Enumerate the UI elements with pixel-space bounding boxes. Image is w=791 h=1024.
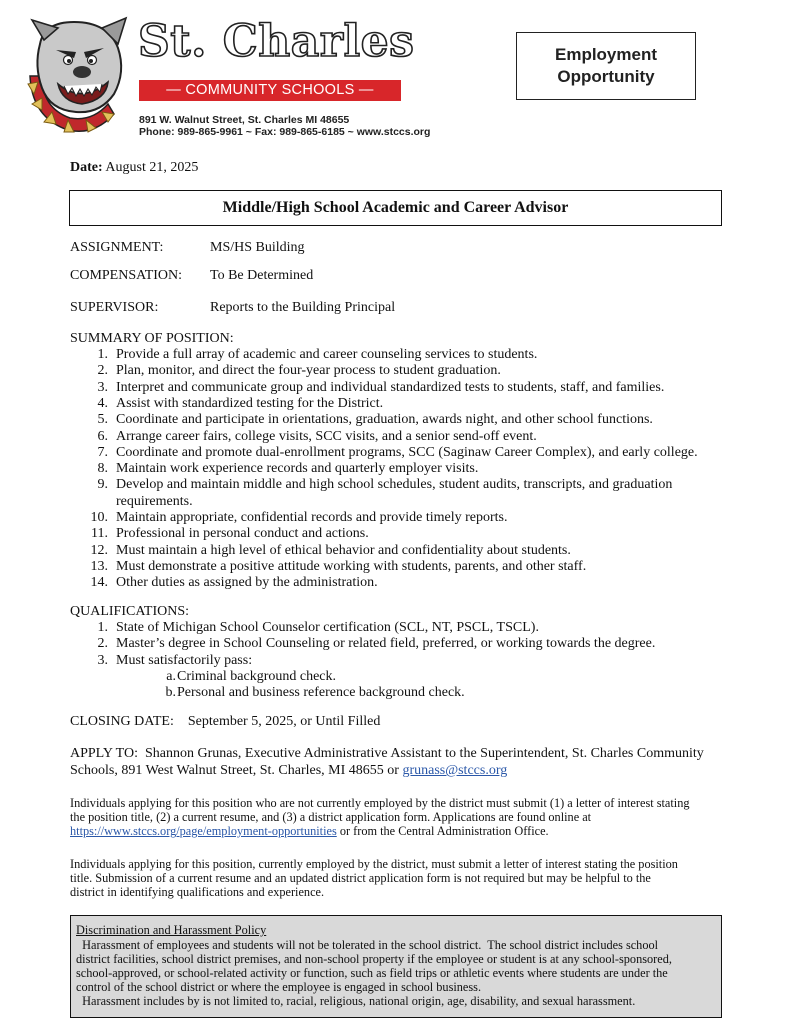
summary-heading: SUMMARY OF POSITION:: [70, 331, 234, 346]
item-number: 6.: [97, 428, 108, 444]
item-number: 13.: [90, 558, 108, 574]
item-text: Must maintain a high level of ethical behavior and confidentiality about students.: [116, 542, 571, 558]
item-number: 4.: [97, 395, 108, 411]
item-text: Plan, monitor, and direct the four-year process to student graduation.: [116, 363, 501, 379]
employment-opportunities-link[interactable]: https://www.stccs.org/page/employment-opportunities: [70, 824, 337, 839]
item-number: 3.: [97, 652, 108, 668]
item-number: 1.: [97, 620, 108, 635]
item-text: Assist with standardized testing for the District.: [116, 395, 384, 411]
item-number: 3.: [97, 379, 108, 395]
item-text: Must satisfactorily pass:: [116, 652, 253, 668]
item-text: Other duties as assigned by the administration.: [116, 575, 378, 591]
note-line-rest: or from the Central Administration Office.: [336, 824, 549, 839]
apply-email-link[interactable]: grunass@stccs.org: [402, 763, 508, 778]
district-subtitle-bar: — COMMUNITY SCHOOLS —: [139, 80, 401, 101]
item-number: 1.: [97, 347, 108, 362]
job-title: Middle/High School Academic and Career Advisor: [69, 190, 722, 226]
date-label: Date:: [70, 160, 103, 175]
item-text: Must demonstrate a positive attitude working with students, parents, and other staff.: [116, 558, 587, 574]
field-label: SUPERVISOR:: [70, 300, 159, 315]
item-number: 12.: [90, 542, 108, 558]
field-label: COMPENSATION:: [70, 268, 183, 283]
closing-date-value: September 5, 2025, or Until Filled: [187, 714, 381, 729]
address-line: 891 W. Walnut Street, St. Charles MI 48655: [139, 114, 350, 126]
note-line: the position title, (2) a current resume, and (3) a district application form. Applications are found online at: [70, 810, 592, 825]
item-text: Coordinate and promote dual-enrollment programs, SCC (Saginaw Career Complex), and early college.: [116, 444, 698, 460]
field-value: MS/HS Building: [210, 240, 305, 255]
item-number: 5.: [97, 412, 108, 428]
item-number: 9.: [97, 477, 108, 493]
sub-item-letter: b.: [165, 685, 176, 701]
policy-heading: Discrimination and Harassment Policy: [76, 923, 267, 937]
note-line: [70, 824, 690, 838]
apply-address: Schools, 891 West Walnut Street, St. Charles, MI 48655 or: [70, 763, 399, 778]
item-text: Maintain appropriate, confidential records and provide timely reports.: [116, 510, 508, 525]
item-number: 2.: [97, 363, 108, 379]
employment-box-line1: Employment: [554, 45, 658, 64]
item-text: Arrange career fairs, college visits, SCC visits, and a senior send-off event.: [116, 428, 537, 444]
bulldog-mascot-icon: [22, 14, 134, 138]
item-text: Interpret and communicate group and individual standardized tests to students, staff, and families.: [116, 379, 665, 395]
employment-box-line2: Opportunity: [557, 67, 655, 86]
item-text: Professional in personal conduct and actions.: [116, 526, 369, 542]
item-number: 14.: [90, 575, 108, 591]
note-line: Individuals applying for this position who are not currently employed by the district must submit (1) a letter of interest stating: [70, 796, 690, 810]
item-text: Develop and maintain middle and high school schedules, student audits, transcripts, and graduation: [116, 477, 673, 493]
item-number: 11.: [91, 526, 108, 542]
item-number: 8.: [97, 461, 108, 477]
item-text: Maintain work experience records and quarterly employer visits.: [116, 461, 479, 477]
field-assignment: [0, 240, 791, 257]
item-text: Master’s degree in School Counseling or related field, preferred, or working towards the degree.: [116, 636, 656, 652]
contact-block: [139, 114, 430, 138]
district-name: St. Charles: [138, 16, 415, 67]
policy-line: district facilities, school district premises, and non-school property if the employee or student is at any school-sponsored,: [76, 951, 672, 966]
policy-line: school-approved, or school-related activity or function, such as field trips or athletic events where students are under the: [76, 965, 668, 980]
field-compensation: [0, 268, 791, 285]
item-text: Provide a full array of academic and career counseling services to students.: [116, 347, 538, 362]
note-line: Individuals applying for this position, currently employed by the district, must submit a letter of interest stating the position: [70, 857, 678, 871]
item-number: 7.: [97, 444, 108, 460]
posting-date: [70, 160, 198, 176]
closing-date: [70, 714, 380, 730]
apply-contact: Shannon Grunas, Executive Administrative Assistant to the Superintendent, St. Charles Community: [144, 746, 704, 761]
date-value: August 21, 2025: [105, 160, 199, 175]
field-value: Reports to the Building Principal: [210, 300, 396, 315]
sub-item-text: Criminal background check.: [177, 668, 337, 684]
discrimination-policy-box: [70, 915, 722, 1018]
policy-line: control of the school district or where the employee is engaged in school business.: [76, 980, 482, 995]
field-supervisor: [0, 300, 791, 317]
sub-item-text: Personal and business reference background check.: [177, 685, 465, 701]
item-text: requirements.: [116, 493, 193, 509]
item-text: Coordinate and participate in orientations, graduation, awards night, and other school functions.: [116, 412, 653, 428]
internal-applicant-note: [70, 857, 678, 900]
qualifications-heading: QUALIFICATIONS:: [70, 604, 189, 619]
note-line: title. Submission of a current resume and an updated district application form is not required but may be helpful to the: [70, 871, 651, 886]
policy-line: Harassment includes by is not limited to, racial, religious, national origin, age, disability, and sexual harassment.: [76, 994, 636, 1009]
external-applicant-note: [70, 796, 690, 839]
employment-opportunity-box: [516, 32, 696, 100]
phone-line: Phone: 989-865-9961 ~ Fax: 989-865-6185 ~ www.stccs.org: [139, 126, 431, 138]
item-number: 10.: [90, 510, 108, 525]
apply-label: APPLY TO:: [70, 746, 138, 761]
closing-date-label: CLOSING DATE:: [70, 714, 174, 729]
field-value: To Be Determined: [210, 268, 314, 283]
apply-to-line2: [70, 763, 507, 779]
apply-to-line1: [70, 746, 704, 762]
note-line: district in identifying qualifications and experience.: [70, 885, 325, 900]
district-subtitle: COMMUNITY SCHOOLS: [185, 82, 355, 98]
field-label: ASSIGNMENT:: [70, 240, 164, 255]
item-text: State of Michigan School Counselor certification (SCL, NT, PSCL, TSCL).: [116, 620, 539, 635]
policy-line: Harassment of employees and students will not be tolerated in the school district. The school district includes school: [76, 937, 659, 952]
item-number: 2.: [97, 636, 108, 652]
sub-item-letter: a.: [166, 668, 176, 684]
